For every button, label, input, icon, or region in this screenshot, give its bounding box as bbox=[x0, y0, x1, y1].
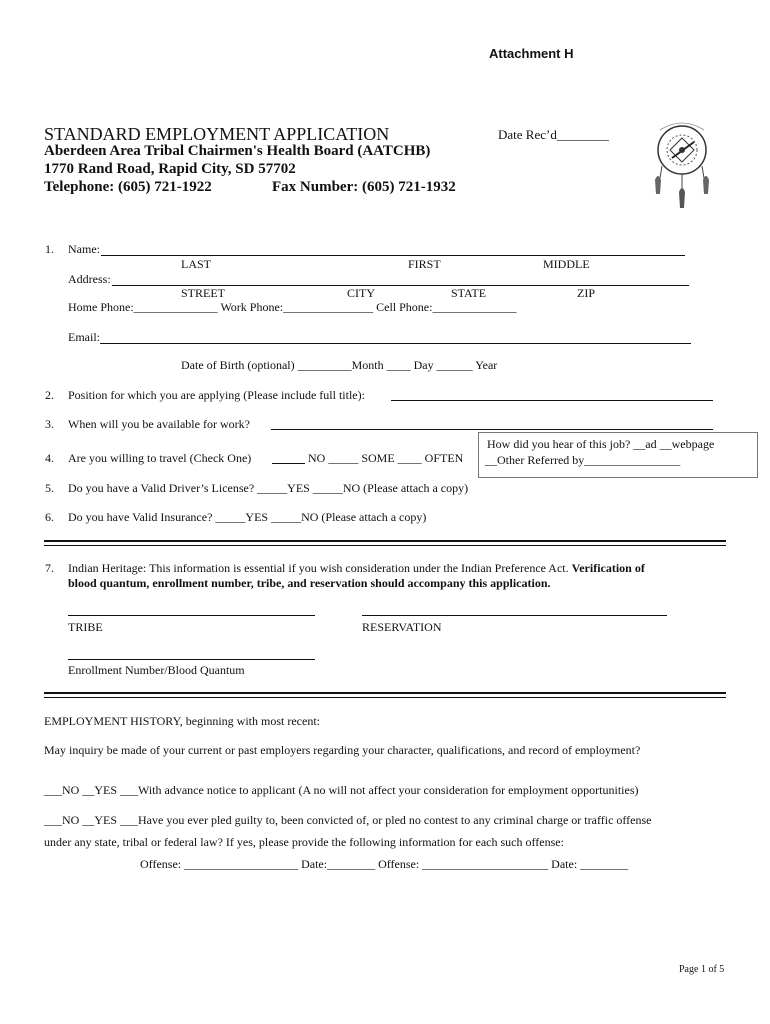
phone-fields[interactable]: Home Phone:______________ Work Phone:_______________ Cell Phone:______________ bbox=[68, 300, 517, 314]
date-of-birth-field[interactable]: Date of Birth (optional) _________Month ____ Day ______ Year bbox=[181, 358, 498, 372]
email-field[interactable] bbox=[100, 343, 691, 344]
how-did-you-hear-box[interactable] bbox=[478, 432, 758, 478]
how-did-you-hear-line2[interactable]: __Other Referred by________________ bbox=[485, 453, 681, 467]
how-did-you-hear-line1[interactable]: How did you hear of this job? __ad __webpage bbox=[487, 437, 715, 451]
q1-number: 1. bbox=[45, 242, 54, 256]
employer-inquiry-text: May inquiry be made of your current or past employers regarding your character, qualifications, and record of employment? bbox=[44, 743, 641, 757]
section-divider bbox=[44, 540, 726, 542]
travel-options[interactable]: NO _____ SOME ____ OFTEN bbox=[308, 451, 464, 465]
name-label: Name: bbox=[68, 242, 100, 256]
indian-heritage-text bbox=[68, 561, 645, 576]
section-divider bbox=[44, 697, 726, 698]
employment-history-heading: EMPLOYMENT HISTORY, beginning with most recent: bbox=[44, 714, 320, 728]
criminal-history-instructions: under any state, tribal or federal law? If yes, please provide the following information for each such offense: bbox=[44, 835, 564, 849]
q3-number: 3. bbox=[45, 417, 54, 431]
organization-fax: Fax Number: (605) 721-1932 bbox=[272, 179, 456, 195]
name-middle-label: MIDDLE bbox=[543, 257, 590, 271]
address-state-label: STATE bbox=[451, 286, 487, 300]
address-street-label: STREET bbox=[181, 286, 225, 300]
q2-text: Position for which you are applying (Please include full title): bbox=[68, 388, 365, 402]
name-first-label: FIRST bbox=[408, 257, 441, 271]
position-field[interactable] bbox=[391, 400, 713, 401]
enrollment-label: Enrollment Number/Blood Quantum bbox=[68, 663, 245, 677]
tribe-label: TRIBE bbox=[68, 620, 103, 634]
email-label: Email: bbox=[68, 330, 100, 344]
q4-text: Are you willing to travel (Check One) bbox=[68, 451, 252, 465]
reservation-label: RESERVATION bbox=[362, 620, 442, 634]
organization-address: 1770 Rand Road, Rapid City, SD 57702 bbox=[44, 161, 296, 177]
enrollment-field[interactable] bbox=[68, 659, 315, 660]
date-received-field[interactable]: Date Rec’d________ bbox=[498, 127, 609, 142]
address-zip-label: ZIP bbox=[577, 286, 595, 300]
insurance-question[interactable]: Do you have Valid Insurance? _____YES _____NO (Please attach a copy) bbox=[68, 510, 427, 524]
q6-number: 6. bbox=[45, 510, 54, 524]
page-number: Page 1 of 5 bbox=[679, 964, 725, 975]
page-title: STANDARD EMPLOYMENT APPLICATION bbox=[44, 124, 390, 144]
q5-number: 5. bbox=[45, 481, 54, 495]
verification-note-continued: blood quantum, enrollment number, tribe, and reservation should accompany this application. bbox=[68, 576, 551, 590]
q7-number: 7. bbox=[45, 561, 54, 575]
travel-yes-field[interactable] bbox=[272, 463, 305, 464]
reservation-field[interactable] bbox=[362, 615, 667, 616]
offense-fields[interactable]: Offense: ___________________ Date:________ Offense: _____________________ Date: ________ bbox=[140, 857, 629, 871]
availability-field[interactable] bbox=[271, 429, 713, 430]
criminal-history-question[interactable]: ___NO __YES ___Have you ever pled guilty to, been convicted of, or pled no contest to any criminal charge or traffic offense bbox=[44, 813, 652, 827]
verification-note: Verification of bbox=[571, 561, 645, 575]
drivers-license-question[interactable]: Do you have a Valid Driver’s License? _____YES _____NO (Please attach a copy) bbox=[68, 481, 469, 495]
section-divider bbox=[44, 692, 726, 694]
employer-inquiry-options[interactable]: ___NO __YES ___With advance notice to applicant (A no will not affect your consideration for employment opportunities) bbox=[44, 783, 639, 797]
organization-name: Aberdeen Area Tribal Chairmen's Health Board (AATCHB) bbox=[44, 143, 431, 159]
organization-telephone: Telephone: (605) 721-1922 bbox=[44, 179, 212, 195]
q4-number: 4. bbox=[45, 451, 54, 465]
tribe-field[interactable] bbox=[68, 615, 315, 616]
dreamcatcher-icon bbox=[648, 110, 718, 214]
q2-number: 2. bbox=[45, 388, 54, 402]
organization-logo bbox=[648, 110, 718, 214]
indian-heritage-intro: Indian Heritage: This information is essential if you wish consideration under the Indian Preference Act. bbox=[68, 561, 569, 575]
q3-text: When will you be available for work? bbox=[68, 417, 250, 431]
name-last-label: LAST bbox=[181, 257, 211, 271]
address-label: Address: bbox=[68, 272, 111, 286]
name-field[interactable] bbox=[101, 255, 685, 256]
address-city-label: CITY bbox=[347, 286, 375, 300]
attachment-label: Attachment H bbox=[489, 46, 574, 61]
section-divider bbox=[44, 545, 726, 546]
